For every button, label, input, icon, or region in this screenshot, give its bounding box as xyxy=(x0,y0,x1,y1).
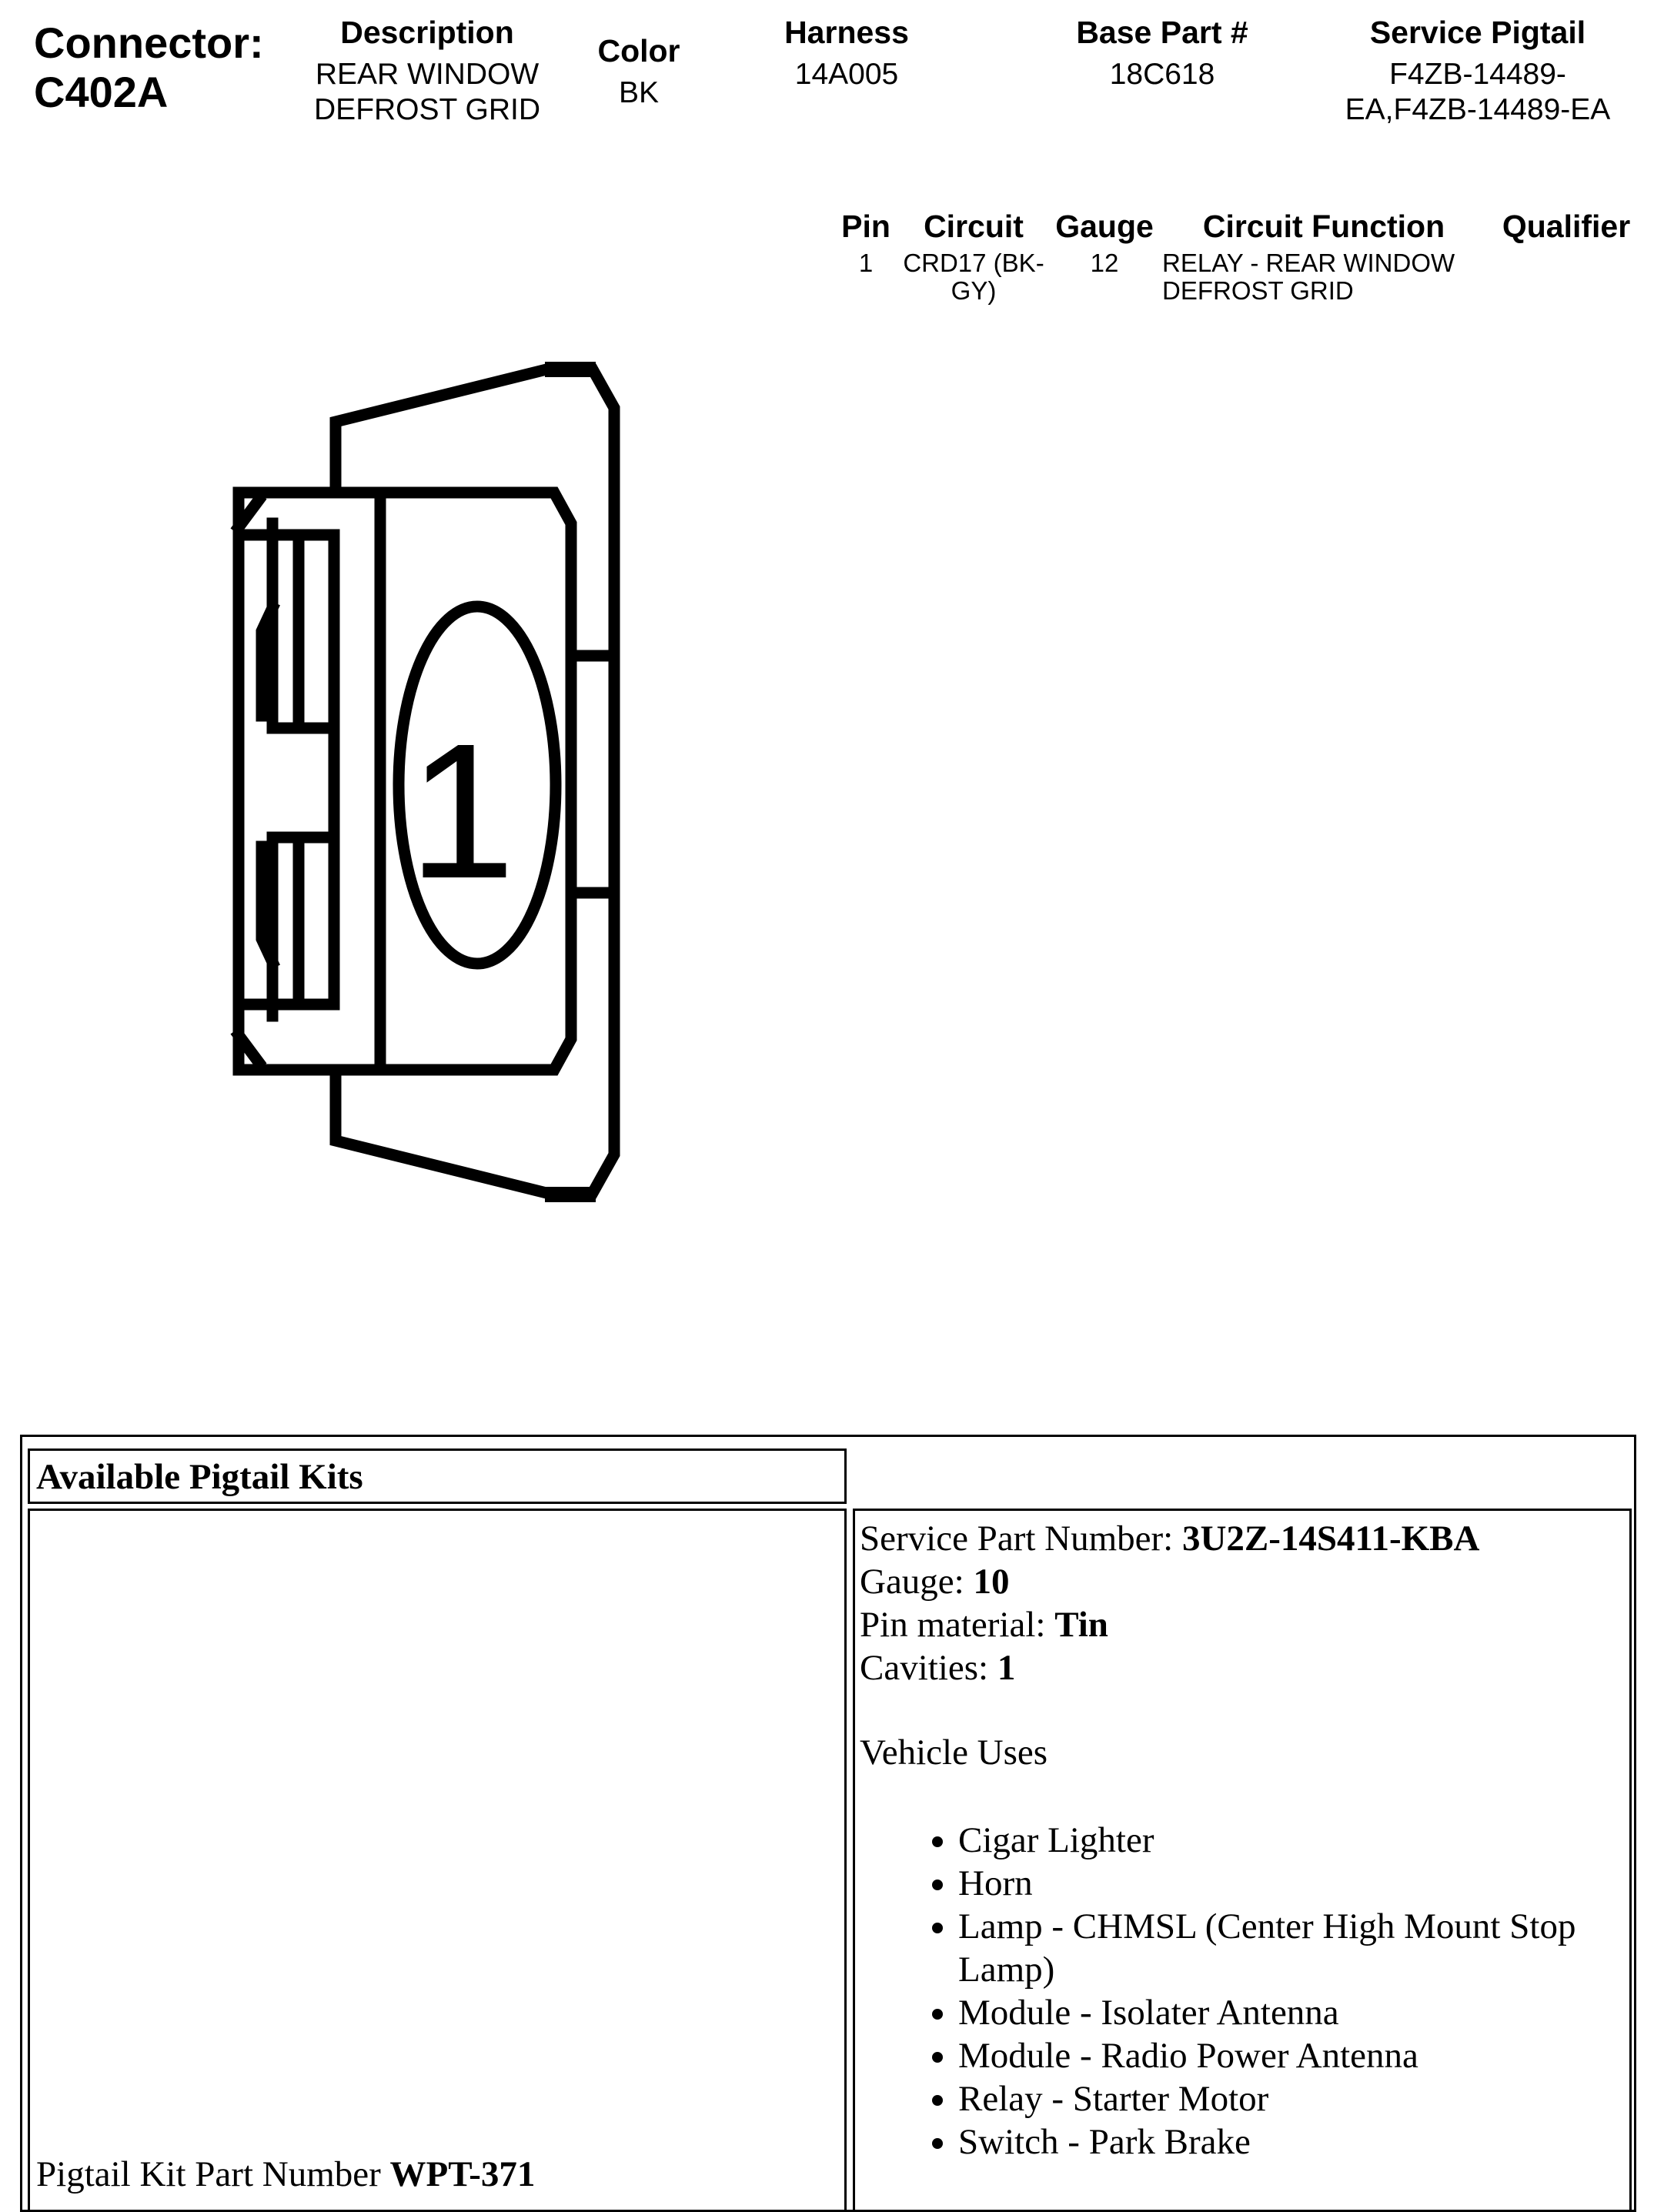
pin-material-value: Tin xyxy=(1054,1605,1108,1645)
circuit-column xyxy=(900,208,1047,305)
pigtail-kit-part-value: WPT-371 xyxy=(389,2154,536,2194)
list-item: • Cigar Lighter xyxy=(958,1819,1622,1862)
right-tab xyxy=(571,656,614,893)
pigtail-kit-details-cell xyxy=(853,1509,1632,2212)
harness-value: 14A005 xyxy=(794,58,899,91)
connector-face-diagram xyxy=(216,354,647,1216)
description-value-line1: REAR WINDOW xyxy=(315,58,540,91)
connector-title xyxy=(34,18,264,117)
circuit-value-line2: GY) xyxy=(951,276,997,305)
color-value: BK xyxy=(618,76,660,109)
service-part-number-value: 3U2Z-14S411-KBA xyxy=(1181,1519,1480,1559)
service-part-number-line xyxy=(860,1517,1622,1560)
pin-column xyxy=(831,208,900,277)
service-pigtail-value-line1: F4ZB-14489- xyxy=(1389,58,1566,91)
color-header: Color xyxy=(597,33,680,68)
base-part-header: Base Part # xyxy=(1076,15,1248,50)
description-header: Description xyxy=(340,15,514,50)
circuit-function-value-line1: RELAY - REAR WINDOW xyxy=(1162,249,1455,277)
list-item: • Switch - Park Brake xyxy=(958,2120,1622,2164)
harness-header: Harness xyxy=(784,15,909,50)
pigtail-kits-title-cell xyxy=(28,1448,847,1504)
cavities-value: 1 xyxy=(997,1648,1016,1688)
cavities-label: Cavities: xyxy=(860,1648,997,1688)
inner-body-outline xyxy=(239,493,571,1070)
shroud-top-bar xyxy=(545,362,596,377)
circuit-header: Circuit xyxy=(924,209,1024,244)
pigtail-kit-left-cell xyxy=(28,1509,847,2212)
circuit-function-value-line2: DEFROST GRID xyxy=(1162,276,1354,305)
base-part-value: 18C618 xyxy=(1109,58,1215,91)
base-part-column xyxy=(1047,14,1278,92)
kit-gauge-line xyxy=(860,1560,1622,1603)
vehicle-uses-list xyxy=(860,1819,1622,2164)
color-column xyxy=(570,32,708,111)
harness-column xyxy=(739,14,954,92)
connector-label: Connector: xyxy=(34,18,264,67)
description-value-line2: DEFROST GRID xyxy=(314,93,540,126)
circuit-function-column xyxy=(1162,208,1485,305)
service-pigtail-header: Service Pigtail xyxy=(1369,15,1586,50)
list-item: • Module - Isolater Antenna xyxy=(958,1991,1622,2034)
kit-gauge-label: Gauge: xyxy=(860,1562,974,1602)
pigtail-kit-part-number xyxy=(36,2153,535,2196)
pin-material-line xyxy=(860,1603,1622,1646)
vehicle-uses-heading: Vehicle Uses xyxy=(860,1733,1048,1773)
pin-value: 1 xyxy=(858,249,874,277)
shroud-bottom-bar xyxy=(545,1187,596,1202)
qualifier-header: Qualifier xyxy=(1502,209,1631,244)
kit-gauge-value: 10 xyxy=(973,1562,1010,1602)
latch-outline xyxy=(239,535,334,1004)
description-column xyxy=(292,14,562,128)
cavity-1-label: 1 xyxy=(408,703,516,918)
service-part-number-label: Service Part Number: xyxy=(860,1519,1182,1559)
list-item: • Lamp - CHMSL (Center High Mount Stop Lamp) xyxy=(958,1905,1622,1991)
pigtail-kits-title: Available Pigtail Kits xyxy=(36,1457,363,1497)
connector-id: C402A xyxy=(34,68,169,116)
gauge-header: Gauge xyxy=(1055,209,1154,244)
list-item: • Relay - Starter Motor xyxy=(958,2077,1622,2120)
list-item: • Module - Radio Power Antenna xyxy=(958,2034,1622,2077)
circuit-function-header: Circuit Function xyxy=(1202,209,1445,244)
cavities-line xyxy=(860,1646,1622,1689)
service-pigtail-column xyxy=(1308,14,1647,128)
service-pigtail-value-line2: EA,F4ZB-14489-EA xyxy=(1345,93,1611,126)
gauge-column xyxy=(1047,208,1162,277)
pin-material-label: Pin material: xyxy=(860,1605,1055,1645)
pin-header: Pin xyxy=(841,209,890,244)
circuit-value-line1: CRD17 (BK- xyxy=(903,249,1044,277)
gauge-value: 12 xyxy=(1090,249,1119,277)
qualifier-column xyxy=(1485,208,1647,249)
pigtail-kit-details xyxy=(860,1517,1622,2164)
list-item: • Horn xyxy=(958,1862,1622,1905)
pigtail-kit-part-label: Pigtail Kit Part Number xyxy=(36,2154,390,2194)
